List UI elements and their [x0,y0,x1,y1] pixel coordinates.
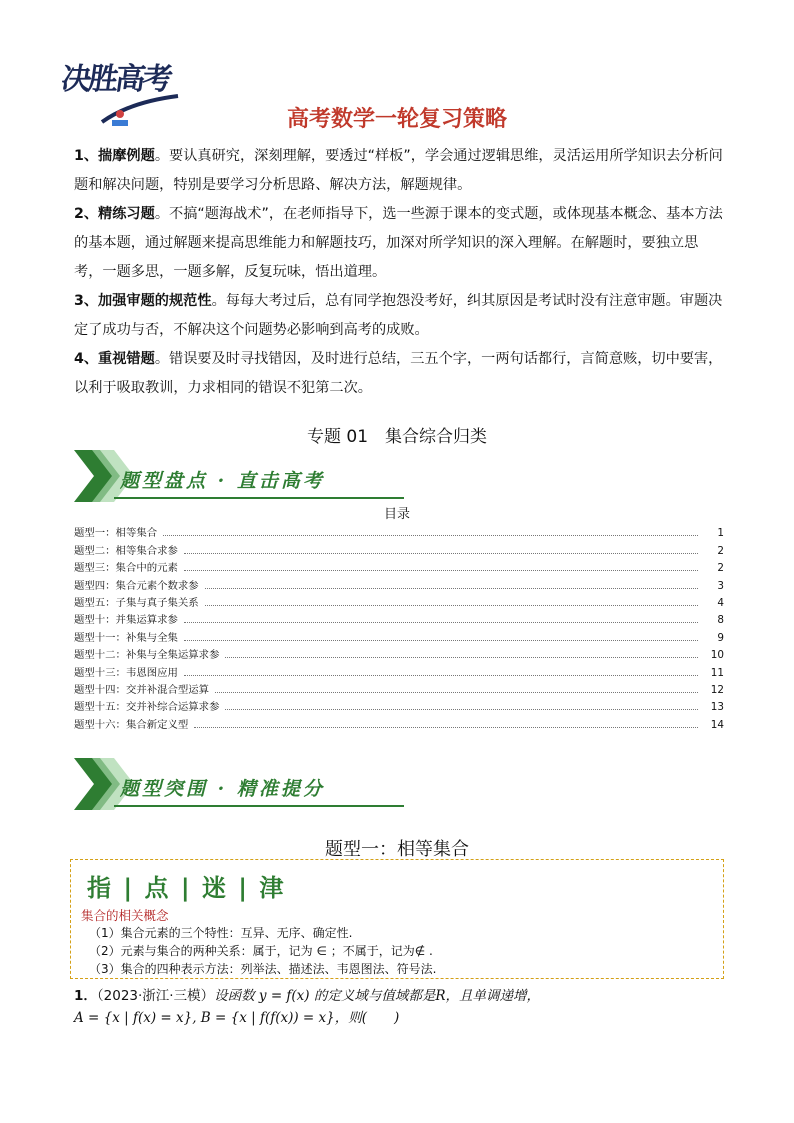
question-text: 设函数 y = f(x) 的定义域与值域都是R，且单调递增， [214,988,541,1004]
paragraph-text: 。错误要及时寻找错因，及时进行总结，三五个字，一两句话都行，言简意赅，切中要害，以利于吸取教训，力求相同的错误不犯第二次。 [74,351,723,396]
toc-item[interactable] [74,557,724,574]
question-line-2: A = {x | f(x) = x}, B = {x | f(f(x)) = x}，则( ) [74,1010,400,1026]
paragraph-3 [74,287,724,345]
toc-page: 9 [717,631,724,644]
tip-box [70,859,724,979]
tip-line: （3）集合的四种表示方法：列举法、描述法、韦恩图法、符号法. [89,962,437,976]
toc-page: 11 [710,666,724,679]
toc-label: 题型十二：补集与全集运算求参 [74,649,220,662]
question-number: 1． [74,988,97,1004]
paragraph-lead: 2、精练习题 [74,206,155,222]
toc-item[interactable] [74,679,724,696]
toc-label: 题型十三：韦恩图应用 [74,666,178,679]
toc-item[interactable] [74,522,724,539]
paragraph-text: 。要认真研究，深刻理解，要透过“样板”，学会通过逻辑思维，灵活运用所学知识去分析问题和解决问题，特别是要学习分析思路、解决方法，解题规律。 [74,148,723,193]
toc-page: 10 [710,649,724,662]
banner-breakthrough [74,758,404,814]
toc-page: 14 [710,718,724,731]
toc-page: 12 [710,683,724,696]
toc-title: 目录 [383,507,410,522]
toc-label: 题型十：并集运算求参 [74,614,178,627]
section-title: 题型一：相等集合 [325,839,469,860]
question-source: （2023·浙江·三模） [96,988,215,1004]
toc-item[interactable] [74,609,724,626]
paragraph-1 [74,142,724,200]
toc-leader [225,657,698,658]
toc-item[interactable] [74,713,724,730]
toc-label: 题型十一：补集与全集 [74,631,178,644]
toc-leader [225,709,698,710]
toc-page: 4 [717,596,724,609]
toc-page: 3 [717,579,724,592]
paragraph-text: 。每每大考过后，总有同学抱怨没考好，纠其原因是考试时没有注意审题。审题决定了成功与否，不解决这个问题势必影响到高考的成败。 [74,293,723,338]
toc-item[interactable] [74,539,724,556]
toc-leader [205,605,698,606]
toc-item[interactable] [74,644,724,661]
main-title: 高考数学一轮复习策略 [286,107,507,132]
paragraph-lead: 3、加强审题的规范性 [74,293,212,309]
toc-item[interactable] [74,592,724,609]
toc-label: 题型三：集合中的元素 [74,562,178,575]
toc-item[interactable] [74,574,724,591]
strategy-paragraphs [74,142,724,403]
toc-label: 题型五：子集与真子集关系 [74,596,199,609]
toc-label: 题型十四：交并补混合型运算 [74,683,210,696]
toc-leader [184,622,698,623]
tip-heading: 指 | 点 | 迷 | 津 [87,874,286,902]
question-line-1 [74,985,724,1007]
toc-leader [163,535,698,536]
toc-page: 13 [710,701,724,714]
logo-text: 决胜高考 [59,62,172,97]
toc-leader [184,675,698,676]
toc-leader [184,570,698,571]
toc-label: 题型十五：交并补综合运算求参 [74,701,220,714]
paragraph-text: 。不搞“题海战术”，在老师指导下，选一些源于课本的变式题，或体现基本概念、基本方法的基本题，通过解题来提高思维能力和解题技巧，加深对所学知识的深入理解。在解题时，要独立思考，一题多思，一题多解，反复玩味，悟出道理。 [74,206,723,280]
tip-subtitle: 集合的相关概念 [81,908,169,923]
paragraph-4 [74,345,724,403]
toc-leader [184,553,698,554]
paragraph-2 [74,200,724,287]
toc-label: 题型一：相等集合 [74,527,158,540]
subject-title: 专题 01 集合综合归类 [306,427,488,447]
table-of-contents [74,522,724,731]
toc-leader [184,640,698,641]
toc-leader [194,727,698,728]
question-1 [74,985,724,1029]
tip-line: （2）元素与集合的两种关系：属于，记为 ∈ ；不属于，记为∉ . [89,944,433,958]
banner-text: 题型突围 · 精准提分 [120,778,325,800]
toc-label: 题型十六：集合新定义型 [74,718,189,731]
toc-page: 8 [717,614,724,627]
toc-item[interactable] [74,626,724,643]
toc-item[interactable] [74,696,724,713]
paragraph-lead: 4、重视错题 [74,351,155,367]
banner-text: 题型盘点 · 直击高考 [120,470,325,492]
toc-item[interactable] [74,661,724,678]
toc-leader [205,588,698,589]
toc-leader [215,692,698,693]
toc-label: 题型二：相等集合求参 [74,544,178,557]
toc-page: 2 [717,562,724,575]
banner-overview [74,450,404,506]
paragraph-lead: 1、揣摩例题 [74,148,155,164]
toc-page: 2 [717,544,724,557]
toc-page: 1 [717,527,724,540]
tip-line: （1）集合元素的三个特性：互异、无序、确定性. [89,926,353,940]
toc-label: 题型四：集合元素个数求参 [74,579,199,592]
